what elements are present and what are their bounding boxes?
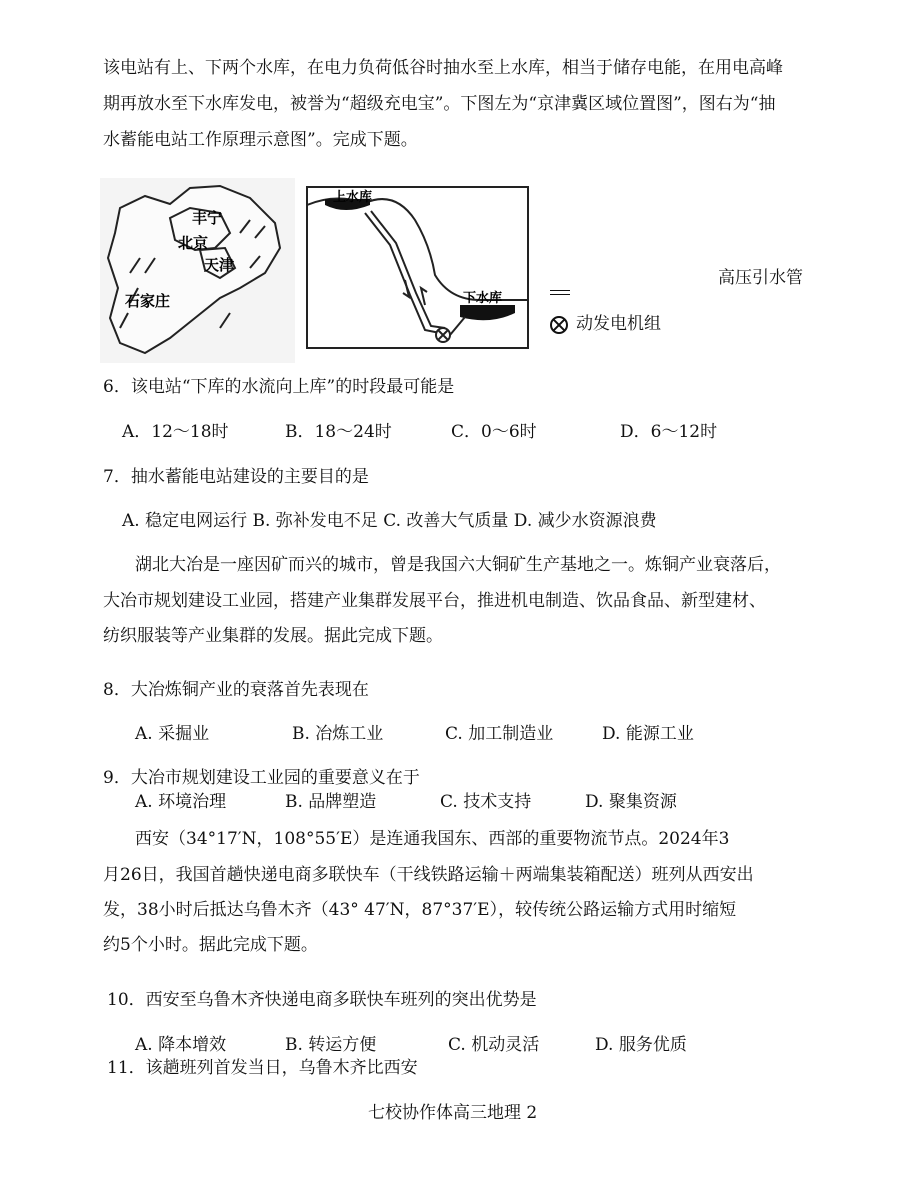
- region-map-drawing: [100, 178, 295, 363]
- q7-stem: 7．抽水蓄能电站建设的主要目的是: [103, 467, 369, 487]
- q6-option-b: B．18～24时: [285, 422, 392, 442]
- pumped-storage-diagram: [305, 185, 530, 350]
- q8-stem: 8．大冶炼铜产业的衰落首先表现在: [103, 680, 369, 700]
- q9-option-d: D. 聚集资源: [585, 792, 677, 812]
- q6-stem: 6．该电站“下库的水流向上库”的时段最可能是: [103, 377, 455, 397]
- q10-option-b: B. 转运方便: [285, 1035, 377, 1055]
- q9-option-b: B. 品牌塑造: [285, 792, 377, 812]
- q6-option-c: C．0～6时: [451, 422, 537, 442]
- q6-option-a: A．12～18时: [122, 422, 229, 442]
- passage2-line-1: 湖北大冶是一座因矿而兴的城市，曾是我国六大铜矿生产基地之一。炼铜产业衰落后，: [135, 555, 781, 575]
- passage3-line-1: 西安（34°17′N，108°55′E）是连通我国东、西部的重要物流节点。2024年3: [135, 829, 730, 849]
- q8-option-b: B. 冶炼工业: [292, 724, 384, 744]
- pumped-storage-drawing: [305, 185, 530, 350]
- passage3-line-2: 月26日，我国首趟快递电商多联快车（干线铁路运输＋两端集装箱配送）班列从西安出: [103, 865, 754, 885]
- pipe-legend-icon: [550, 290, 570, 295]
- q10-option-c: C. 机动灵活: [448, 1035, 540, 1055]
- passage3-line-4: 约5个小时。据此完成下题。: [103, 935, 318, 955]
- jingjinji-map-figure: [100, 178, 295, 363]
- q9-stem: 9．大冶市规划建设工业园的重要意义在于: [103, 768, 420, 788]
- generator-legend-icon: [550, 316, 568, 334]
- intro-line-2: 期再放水至下水库发电，被誉为“超级充电宝”。下图左为“京津冀区域位置图”，图右为“抽: [103, 94, 776, 114]
- intro-line-3: 水蓄能电站工作原理示意图”。完成下题。: [103, 130, 418, 150]
- map-label-beijing: 北京: [178, 235, 209, 252]
- lower-reservoir-label: 下水库: [463, 290, 503, 305]
- page-footer: 七校协作体高三地理 2: [368, 1103, 538, 1123]
- passage2-line-3: 纺织服装等产业集群的发展。据此完成下题。: [103, 626, 443, 646]
- q9-option-a: A. 环境治理: [135, 792, 227, 812]
- q9-option-c: C. 技术支持: [440, 792, 532, 812]
- map-label-fengning: 丰宁: [192, 210, 223, 227]
- upper-reservoir-label: 上水库: [333, 189, 373, 204]
- legend-pipe-label: 高压引水管: [718, 268, 803, 288]
- q11-stem: 11．该趟班列首发当日，乌鲁木齐比西安: [107, 1058, 418, 1078]
- q8-option-d: D. 能源工业: [602, 724, 694, 744]
- q6-option-d: D．6～12时: [620, 422, 718, 442]
- map-label-shijiazhuang: 石家庄: [125, 293, 171, 310]
- q10-option-a: A. 降本增效: [135, 1035, 227, 1055]
- q10-stem: 10．西安至乌鲁木齐快递电商多联快车班列的突出优势是: [107, 990, 537, 1010]
- intro-line-1: 该电站有上、下两个水库，在电力负荷低谷时抽水至上水库，相当于储存电能，在用电高峰: [103, 58, 783, 78]
- q7-options: A. 稳定电网运行 B. 弥补发电不足 C. 改善大气质量 D. 减少水资源浪费: [122, 511, 657, 531]
- q8-option-a: A. 采掘业: [135, 724, 210, 744]
- map-label-tianjin: 天津: [204, 257, 235, 274]
- q8-option-c: C. 加工制造业: [445, 724, 554, 744]
- legend-generator-label: 动发电机组: [576, 314, 661, 334]
- passage3-line-3: 发，38小时后抵达乌鲁木齐（43° 47′N，87°37′E），较传统公路运输方式用时缩短: [103, 900, 737, 920]
- q10-option-d: D. 服务优质: [595, 1035, 687, 1055]
- passage2-line-2: 大冶市规划建设工业园，搭建产业集群发展平台，推进机电制造、饮品食品、新型建材、: [103, 591, 766, 611]
